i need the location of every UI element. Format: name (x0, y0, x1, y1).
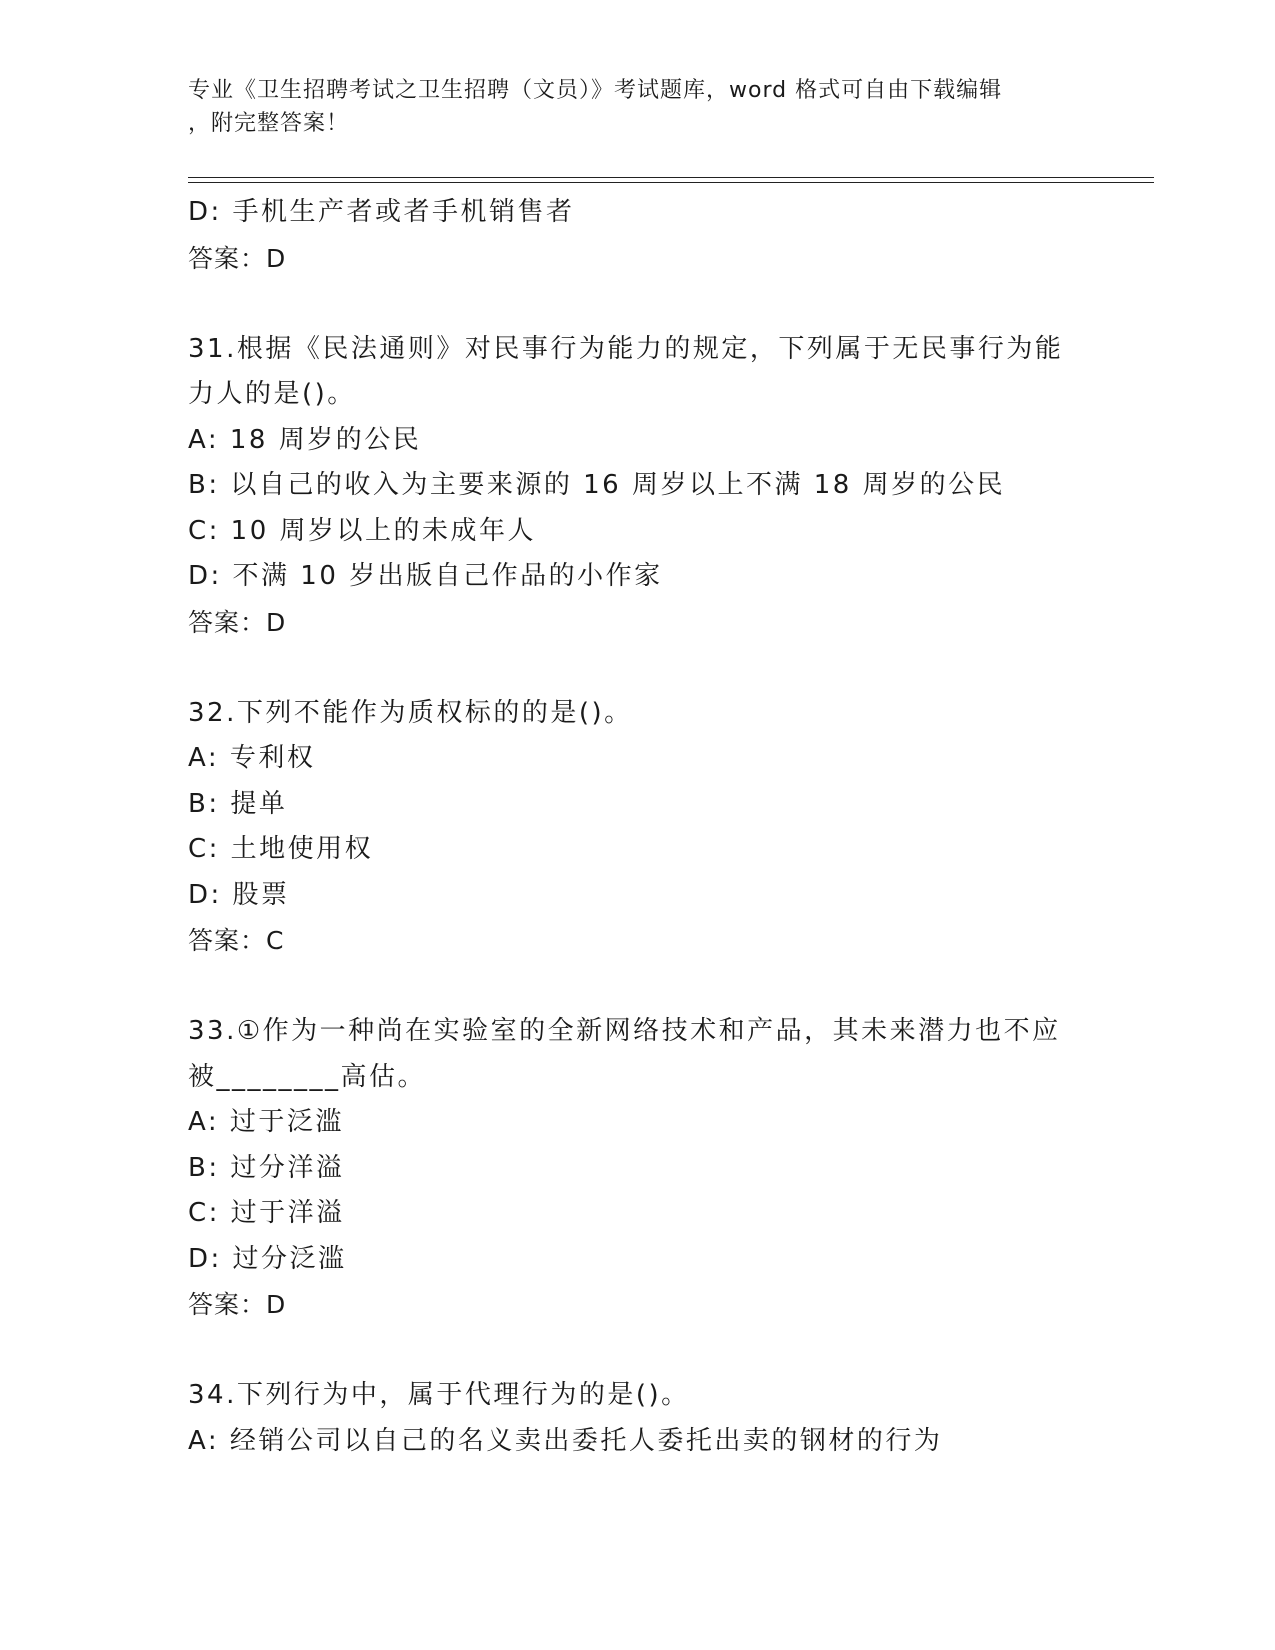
spacer (188, 282, 1088, 327)
spacer (188, 646, 1088, 691)
option-d: D: 股票 (188, 879, 290, 910)
question-34 (188, 1373, 1088, 1464)
question-32 (188, 691, 1088, 965)
answer: 答案：D (188, 243, 287, 273)
answer: 答案：C (188, 926, 285, 955)
spacer (188, 1328, 1088, 1373)
option-c: C: 10 周岁以上的未成年人 (188, 515, 537, 546)
option-d: D: 手机生产者或者手机销售者 (188, 197, 575, 227)
option-d: D: 过分泛滥 (188, 1243, 347, 1274)
question-stem: 31.根据《民法通则》对民事行为能力的规定，下列属于无民事行为能 (188, 333, 1064, 364)
option-a: A: 专利权 (188, 743, 316, 773)
option-a: A: 过于泛滥 (188, 1107, 344, 1137)
option-c: C: 土地使用权 (188, 834, 374, 864)
option-c: C: 过于洋溢 (188, 1198, 345, 1228)
question-content (188, 190, 1088, 1464)
answer: 答案：D (188, 1290, 287, 1319)
header-line-2: ，附完整答案！ (188, 111, 350, 136)
question-33 (188, 1009, 1088, 1328)
question-stem-cont: 被________高估。 (188, 1061, 427, 1092)
option-a: A: 经销公司以自己的名义卖出委托人委托出卖的钢材的行为 (188, 1425, 943, 1456)
option-a: A: 18 周岁的公民 (188, 424, 422, 455)
option-b: B: 提单 (188, 788, 288, 819)
question-31 (188, 327, 1088, 646)
question-stem: 33.①作为一种尚在实验室的全新网络技术和产品，其未来潜力也不应 (188, 1016, 1061, 1046)
header-rule-bottom (188, 182, 1154, 183)
option-b: B: 过分洋溢 (188, 1152, 345, 1183)
answer: 答案：D (188, 607, 287, 637)
question-stem-cont: 力人的是()。 (188, 379, 356, 409)
document-header (188, 74, 1088, 140)
option-d: D: 不满 10 岁出版自己作品的小作家 (188, 561, 663, 591)
header-rule-top (188, 177, 1154, 178)
question-stem: 32.下列不能作为质权标的的是()。 (188, 697, 633, 728)
spacer (188, 964, 1088, 1009)
option-b: B: 以自己的收入为主要来源的 16 周岁以上不满 18 周岁的公民 (188, 470, 1006, 500)
question-stem: 34.下列行为中，属于代理行为的是()。 (188, 1380, 690, 1410)
header-line-1: 专业《卫生招聘考试之卫生招聘（文员）》考试题库，word 格式可自由下载编辑 (188, 78, 1003, 103)
